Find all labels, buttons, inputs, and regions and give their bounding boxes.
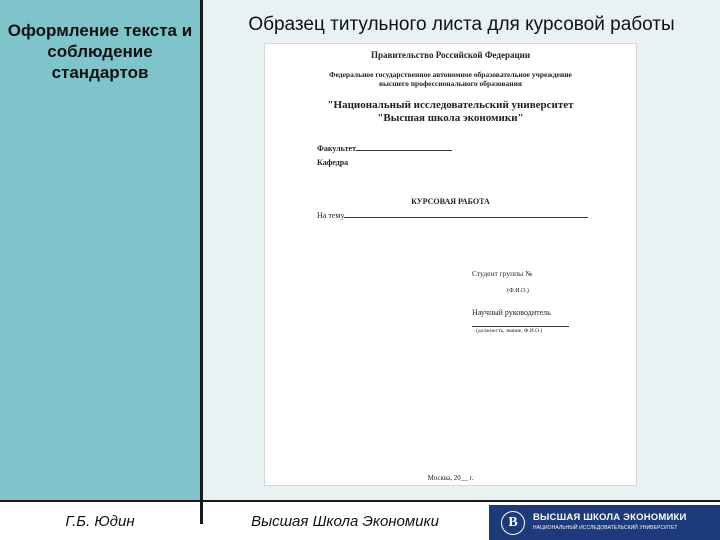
doc-student: Студент группы № (472, 269, 533, 278)
hse-logo-text (533, 513, 687, 533)
doc-topic (317, 210, 588, 220)
doc-university (265, 99, 636, 125)
hse-logo-line1: ВЫСШАЯ ШКОЛА ЭКОНОМИКИ (533, 511, 687, 523)
hse-logo-icon: B (501, 511, 525, 535)
doc-faculty-line (356, 143, 452, 151)
hse-logo-line2: НАЦИОНАЛЬНЫЙ ИССЛЕДОВАТЕЛЬСКИЙ УНИВЕРСИТЕТ (533, 524, 678, 531)
doc-university-line1: "Национальный исследовательский университет (327, 99, 574, 111)
doc-topic-label: На тему (317, 211, 345, 220)
doc-topic-line (344, 210, 588, 218)
doc-advisor-line (472, 326, 569, 327)
doc-advisor-sub: (должность, звание, Ф.И.О.) (476, 328, 543, 334)
doc-department: Кафедра (317, 158, 349, 167)
title-page-sample (264, 43, 637, 486)
doc-faculty-label: Факультет (317, 144, 356, 153)
footer-organization: Высшая Школа Экономики (251, 512, 439, 530)
hse-logo (489, 505, 720, 540)
doc-federal (265, 70, 636, 88)
slide-title: Образец титульного листа для курсовой работы (248, 14, 675, 35)
doc-work-type: КУРСОВАЯ РАБОТА (411, 197, 490, 206)
left-panel (0, 0, 200, 500)
doc-federal-line1: Федеральное государственное автономное образовательное учреждение (329, 70, 572, 79)
doc-university-line2: "Высшая школа экономики" (377, 112, 524, 124)
footer-author: Г.Б. Юдин (65, 512, 135, 530)
doc-faculty (317, 143, 452, 153)
doc-federal-line2: высшего профессионального образования (378, 79, 522, 88)
doc-government: Правительство Российской Федерации (370, 50, 531, 60)
doc-city-year: Москва, 20__ г. (427, 474, 474, 482)
sidebar-title: Оформление текста и соблюдение стандартов (7, 21, 193, 82)
doc-fio: (Ф.И.О.) (507, 288, 529, 294)
doc-advisor: Научный руководитель (472, 308, 551, 317)
